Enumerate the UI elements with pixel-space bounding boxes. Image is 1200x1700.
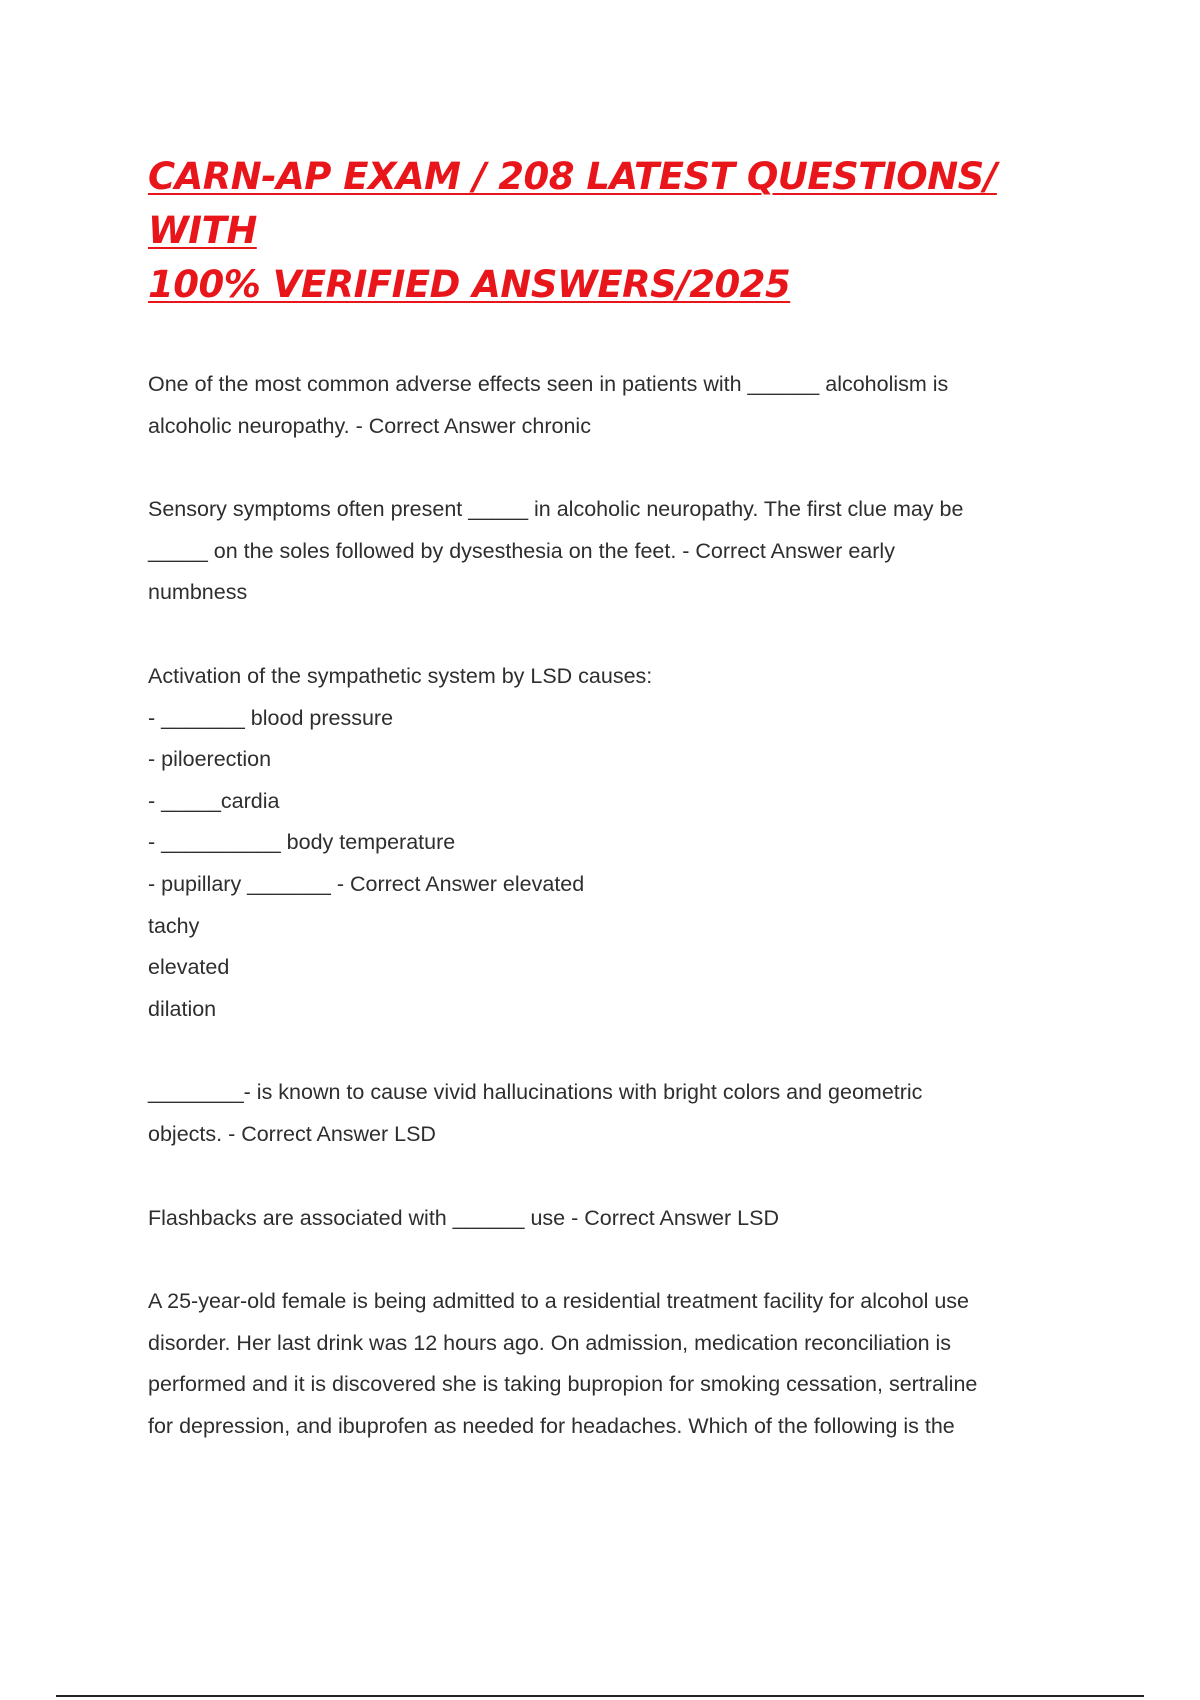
question-line: Sensory symptoms often present _____ in alcoholic neuropathy. The first clue may be <box>148 497 964 522</box>
question-line: - piloerection <box>148 747 272 772</box>
question-block <box>148 1072 1088 1155</box>
question-line: Flashbacks are associated with ______ use - Correct Answer LSD <box>148 1205 779 1230</box>
question-block <box>148 489 1088 614</box>
question-line: for depression, and ibuprofen as needed for headaches. Which of the following is the <box>148 1413 955 1438</box>
question-block <box>148 656 1088 1030</box>
question-line: _____ on the soles followed by dysesthesia on the feet. - Correct Answer early <box>148 538 895 563</box>
question-block <box>148 1198 1088 1240</box>
document-content <box>148 150 1088 1489</box>
question-line: ________- is known to cause vivid hallucinations with bright colors and geometric <box>148 1080 923 1105</box>
question-line: A 25-year-old female is being admitted to a residential treatment facility for alcohol use <box>148 1289 970 1314</box>
document-title <box>148 150 1088 312</box>
question-block <box>148 364 1088 447</box>
question-block <box>148 1281 1088 1447</box>
question-line: disorder. Her last drink was 12 hours ago. On admission, medication reconciliation is <box>148 1330 952 1355</box>
question-line: numbness <box>148 580 248 605</box>
question-line: alcoholic neuropathy. - Correct Answer chronic <box>148 413 591 438</box>
question-line: performed and it is discovered she is taking bupropion for smoking cessation, sertraline <box>148 1372 978 1397</box>
question-line: objects. - Correct Answer LSD <box>148 1121 436 1146</box>
question-line: One of the most common adverse effects seen in patients with ______ alcoholism is <box>148 372 949 396</box>
question-line: dilation <box>148 996 217 1021</box>
question-line: - _______ blood pressure <box>148 705 394 730</box>
question-line: tachy <box>148 913 200 938</box>
title-line: 100% VERIFIED ANSWERS/2025 <box>148 263 791 306</box>
page-bottom-rule <box>56 1695 1144 1697</box>
title-line: CARN-AP EXAM / 208 LATEST QUESTIONS/ WITH <box>148 155 997 252</box>
question-line: Activation of the sympathetic system by LSD causes: <box>148 663 653 688</box>
question-line: - _____cardia <box>148 788 280 813</box>
question-line: - __________ body temperature <box>148 830 456 855</box>
question-line: - pupillary _______ - Correct Answer elevated <box>148 871 585 896</box>
question-line: elevated <box>148 955 230 980</box>
